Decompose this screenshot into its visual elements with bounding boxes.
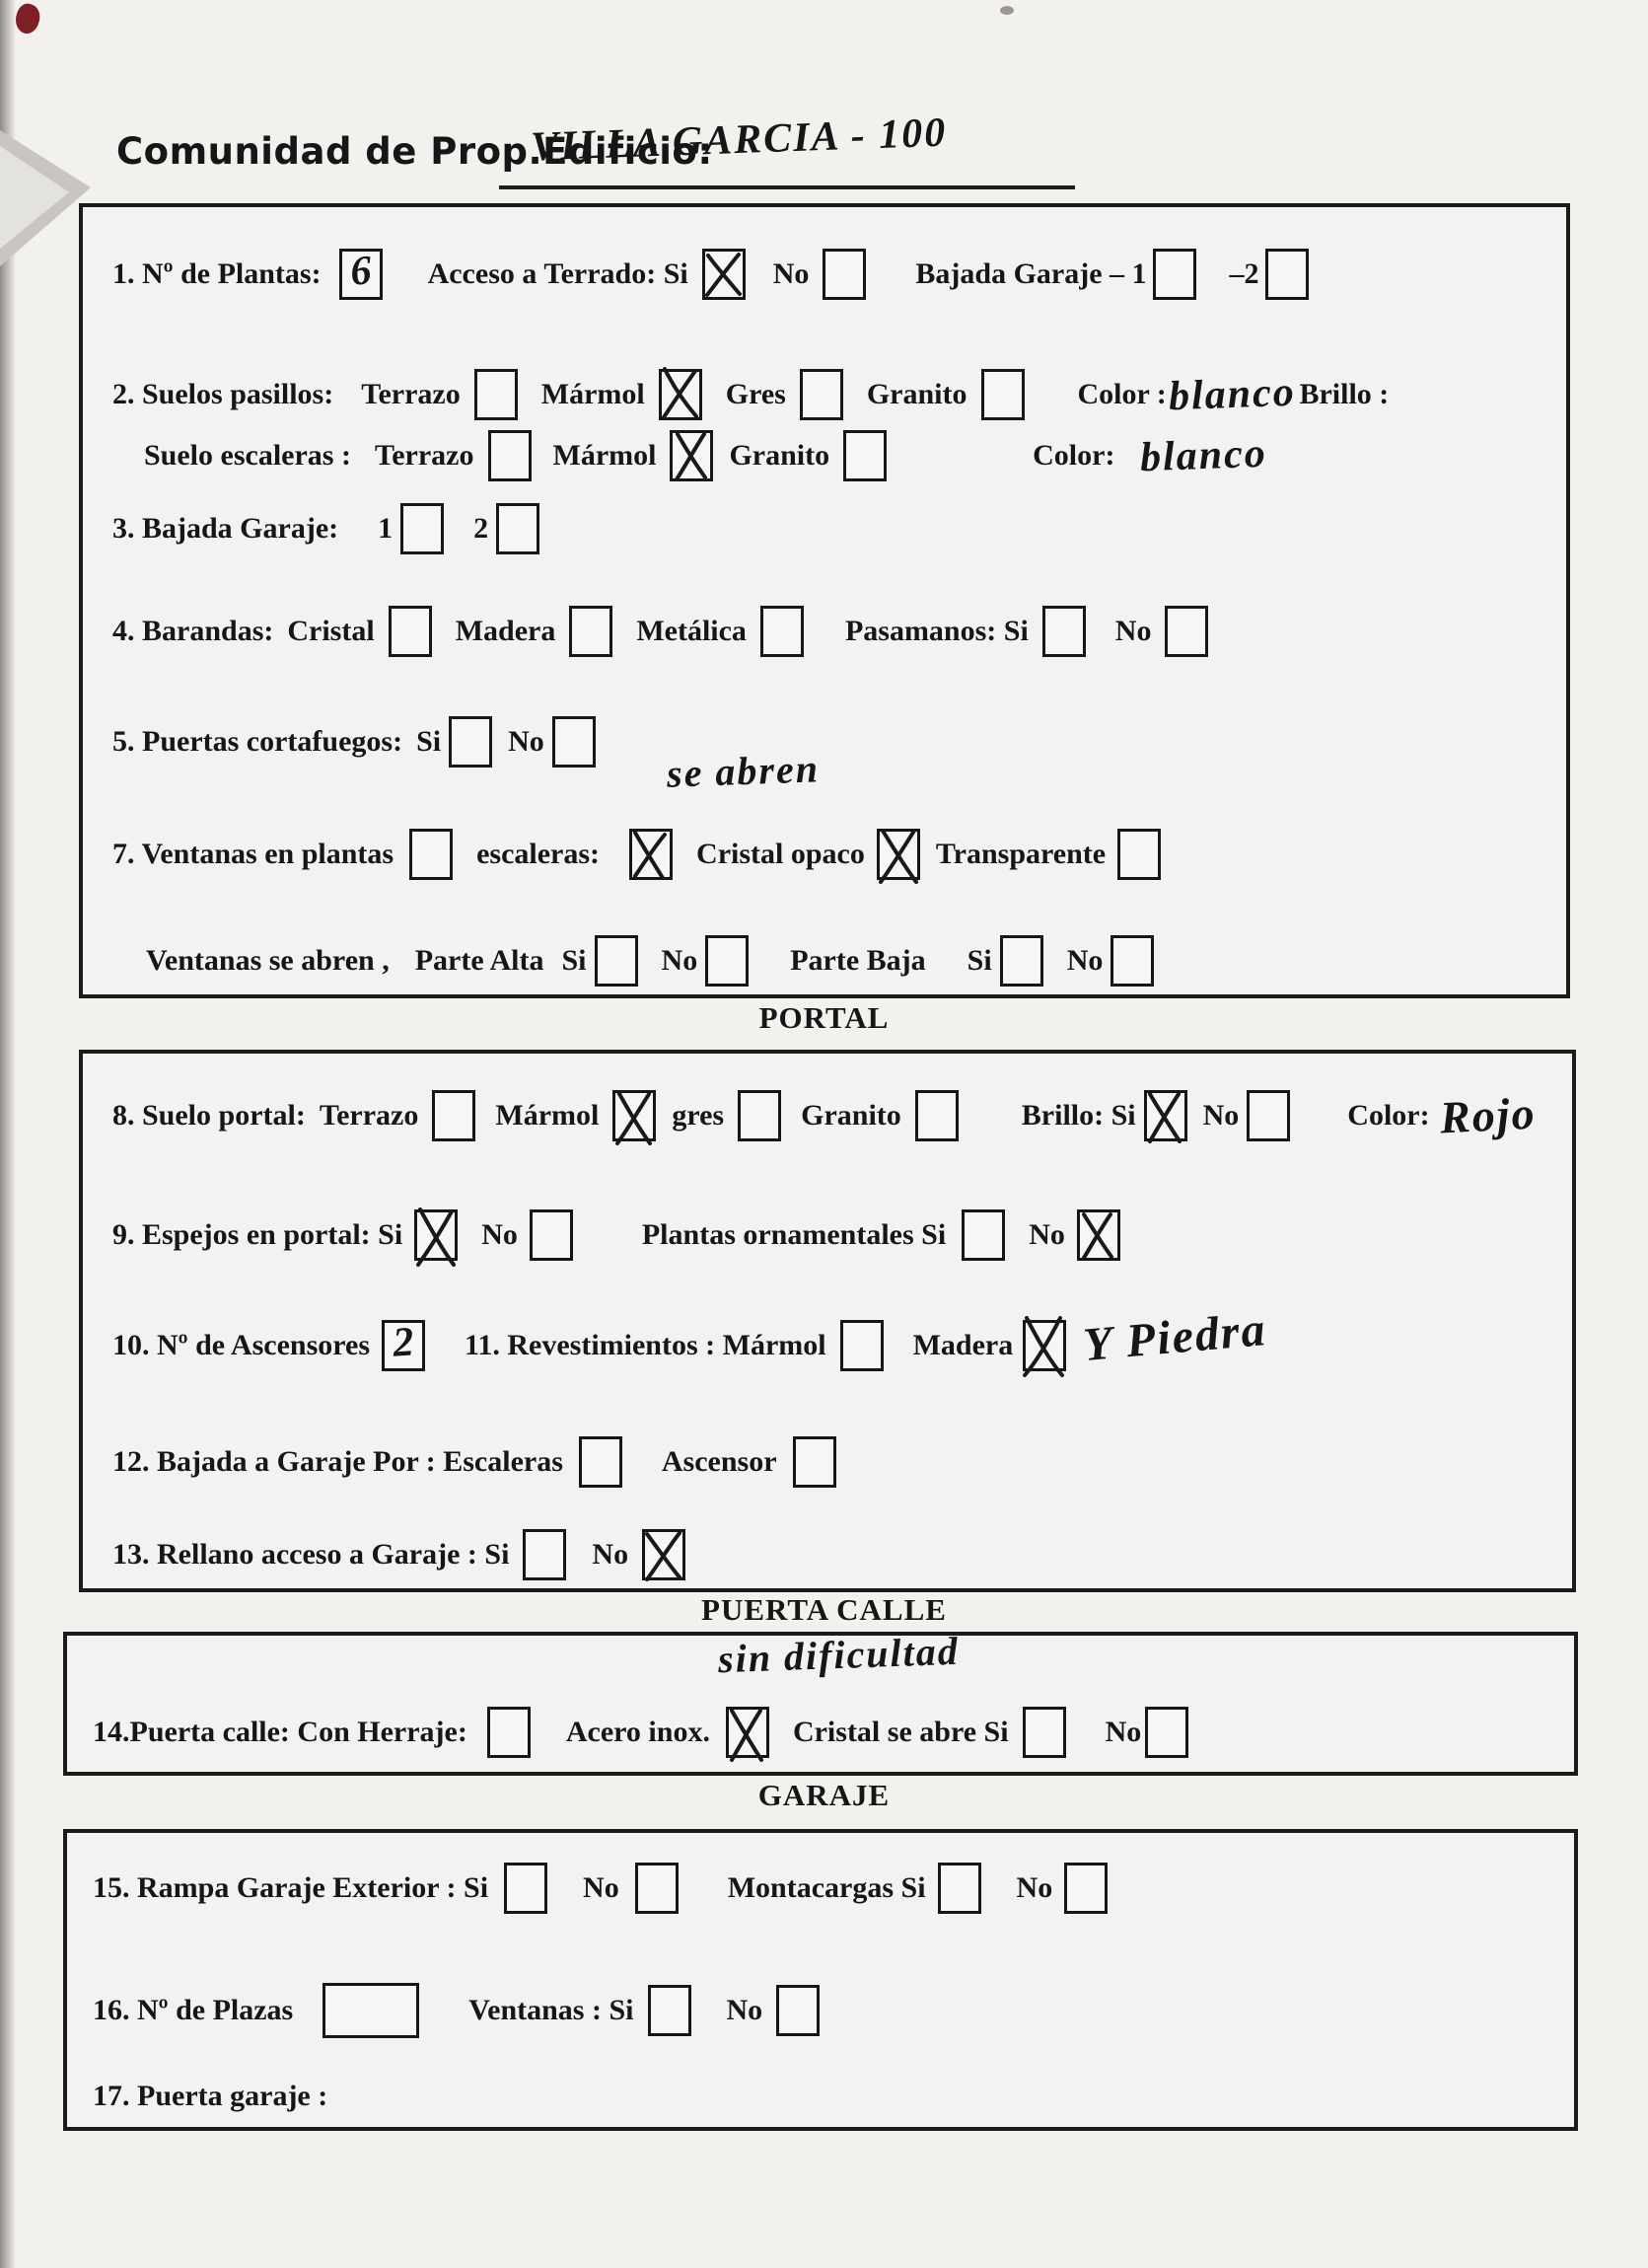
y-piedra-annotation-handwritten: Y Piedra — [1081, 1303, 1269, 1372]
pasamanos-no-label: No — [1114, 615, 1152, 647]
pasillos-marmol-label: Mármol — [540, 378, 645, 410]
pasamanos-si-label: Pasamanos: Si — [844, 615, 1029, 647]
portal-gres-label: gres — [672, 1098, 725, 1132]
checkbox-con-herraje[interactable] — [487, 1707, 531, 1758]
cristal-se-abre-si-label: Cristal se abre Si — [792, 1716, 1009, 1748]
acceso-terrado-no-label: No — [772, 257, 810, 290]
scan-speck — [1000, 6, 1014, 15]
parte-alta-label: Parte Alta — [414, 944, 544, 977]
pasillos-color-value-handwritten: blanco — [1168, 369, 1297, 420]
checkbox-bajada3-2[interactable] — [496, 503, 539, 554]
section-general — [79, 203, 1570, 998]
escaleras-terrazo-label: Terrazo — [374, 439, 474, 472]
ventanas-escaleras-label: escaleras: — [476, 838, 601, 870]
building-name-handwritten: VILLA GARCIA - 100 — [530, 110, 948, 171]
row-puerta-calle — [93, 1707, 1188, 1758]
cristal-opaco-label: Cristal opaco — [696, 838, 865, 870]
checkbox-pasillos-marmol[interactable] — [659, 369, 702, 420]
plantas-count-value: 6 — [348, 248, 373, 295]
checkbox-parte-baja-si[interactable] — [1000, 935, 1043, 987]
checkbox-bajada-garaje-1[interactable] — [1153, 249, 1196, 300]
checkbox-montacargas-si[interactable] — [938, 1863, 981, 1914]
checkbox-rellano-no[interactable] — [642, 1529, 685, 1580]
section-puerta-calle — [63, 1628, 1578, 1776]
checkbox-ventanas-plantas[interactable] — [409, 829, 453, 880]
parte-alta-si-label: Si — [561, 944, 587, 977]
plazas-label: 16. Nº de Plazas — [93, 1994, 294, 2026]
bajada-garaje3-label: 3. Bajada Garaje: — [112, 512, 339, 545]
checkbox-acceso-terrado-no[interactable] — [823, 249, 866, 300]
checkbox-portal-marmol[interactable] — [612, 1090, 656, 1141]
ascensores-count-box[interactable] — [382, 1320, 425, 1371]
row-ventanas-plantas — [112, 829, 1161, 880]
checkbox-espejos-no[interactable] — [530, 1209, 573, 1261]
barandas-cristal-label: Cristal — [287, 615, 375, 647]
rellano-label: 13. Rellano acceso a Garaje : Si — [112, 1538, 510, 1571]
checkbox-bajada-ascensor[interactable] — [793, 1436, 836, 1488]
checkbox-parte-baja-no[interactable] — [1111, 935, 1154, 987]
ascensores-count-value: 2 — [391, 1318, 416, 1366]
suelos-pasillos-label: 2. Suelos pasillos: — [112, 378, 334, 410]
row-cortafuegos — [112, 716, 596, 768]
checkbox-cortafuegos-no[interactable] — [552, 716, 596, 768]
rampa-label: 15. Rampa Garaje Exterior : Si — [93, 1871, 489, 1904]
pasillos-gres-label: Gres — [725, 378, 786, 410]
montacargas-no-label: No — [1016, 1871, 1053, 1904]
checkbox-transparente[interactable] — [1117, 829, 1161, 880]
row-rampa — [93, 1863, 1108, 1914]
form-title: Comunidad de Prop.Edificio: — [116, 130, 713, 173]
checkbox-garaje-ventanas-no[interactable] — [776, 1985, 820, 2036]
portal-color-value-handwritten: Rojo — [1438, 1087, 1538, 1143]
row-puerta-garaje — [93, 2080, 327, 2113]
section-portal — [79, 1050, 1576, 1592]
montacargas-si-label: Montacargas Si — [727, 1871, 926, 1904]
bajada-ascensor-label: Ascensor — [661, 1445, 777, 1478]
row-espejos — [112, 1209, 1120, 1261]
row-ascensores-revestimientos — [112, 1303, 1269, 1372]
row-rellano — [112, 1529, 685, 1580]
bajada3-1-label: 1 — [378, 512, 394, 545]
garaje-section-header: GARAJE — [757, 1778, 891, 1812]
bajada-garaje-por-label: 12. Bajada a Garaje Por : Escaleras — [112, 1445, 563, 1478]
checkbox-barandas-madera[interactable] — [569, 606, 612, 657]
ornamentales-no-label: No — [1029, 1218, 1065, 1251]
bajada3-2-label: 2 — [473, 512, 489, 545]
checkbox-portal-brillo-no[interactable] — [1247, 1090, 1290, 1141]
rellano-no-label: No — [592, 1538, 629, 1571]
row-bajada-garaje-por — [112, 1436, 836, 1488]
checkbox-revestimientos-marmol[interactable] — [840, 1320, 884, 1371]
checkbox-garaje-ventanas-si[interactable] — [648, 1985, 691, 2036]
portal-terrazo-label: Terrazo — [319, 1098, 419, 1132]
espejos-no-label: No — [481, 1218, 518, 1251]
checkbox-pasillos-granito[interactable] — [981, 369, 1025, 420]
portal-color-label: Color: — [1347, 1098, 1430, 1132]
bajada-garaje-2-label: –2 — [1229, 257, 1259, 290]
red-ink-mark — [12, 1, 43, 37]
row-ventanas-se-abren — [146, 935, 1154, 987]
checkbox-bajada-garaje-2[interactable] — [1265, 249, 1309, 300]
sin-dificultad-annotation-handwritten: sin dificultad — [717, 1628, 961, 1682]
row-bajada-garaje — [112, 503, 539, 554]
row-plazas — [93, 1983, 820, 2038]
suelo-escaleras-label: Suelo escaleras : — [144, 439, 351, 472]
se-abren-annotation-handwritten: se abren — [666, 746, 821, 796]
plantas-ornamentales-label: Plantas ornamentales Si — [641, 1218, 947, 1251]
checkbox-ornamentales-no[interactable] — [1077, 1209, 1120, 1261]
checkbox-acero-inox[interactable] — [726, 1707, 769, 1758]
pasillos-terrazo-label: Terrazo — [361, 378, 461, 410]
checkbox-portal-gres[interactable] — [738, 1090, 781, 1141]
checkbox-montacargas-no[interactable] — [1064, 1863, 1108, 1914]
cortafuegos-no-label: No — [508, 725, 544, 758]
checkbox-rellano-si[interactable] — [523, 1529, 566, 1580]
checkbox-portal-granito[interactable] — [915, 1090, 959, 1141]
espejos-label: 9. Espejos en portal: Si — [112, 1218, 403, 1251]
checkbox-escaleras-marmol[interactable] — [670, 430, 713, 481]
puerta-calle-section-header: PUERTA CALLE — [701, 1592, 947, 1627]
checkbox-espejos-si[interactable] — [414, 1209, 458, 1261]
checkbox-cristal-opaco[interactable] — [877, 829, 920, 880]
garaje-ventanas-si-label: Ventanas : Si — [468, 1994, 634, 2026]
checkbox-parte-alta-no[interactable] — [705, 935, 749, 987]
parte-baja-si-label: Si — [967, 944, 992, 977]
plazas-count-box[interactable] — [322, 1983, 419, 2038]
barandas-madera-label: Madera — [455, 615, 556, 647]
transparente-label: Transparente — [935, 838, 1107, 870]
escaleras-marmol-label: Mármol — [552, 439, 657, 472]
checkbox-cortafuegos-si[interactable] — [449, 716, 492, 768]
checkbox-cristal-se-abre-si[interactable] — [1023, 1707, 1066, 1758]
rampa-no-label: No — [583, 1871, 619, 1904]
row-suelos-pasillos — [112, 369, 1389, 420]
bajada-garaje-label: Bajada Garaje – 1 — [915, 257, 1147, 290]
checkbox-pasillos-terrazo[interactable] — [474, 369, 518, 420]
parte-baja-label: Parte Baja — [790, 944, 926, 977]
checkbox-rampa-si[interactable] — [504, 1863, 547, 1914]
barandas-metalica-label: Metálica — [636, 615, 747, 647]
checkbox-bajada-escaleras[interactable] — [579, 1436, 622, 1488]
plantas-count-box[interactable] — [339, 249, 383, 300]
portal-brillo-no-label: No — [1202, 1098, 1240, 1132]
scan-edge-shadow — [0, 0, 16, 2268]
escaleras-granito-label: Granito — [729, 439, 830, 472]
puerta-calle-label: 14.Puerta calle: Con Herraje: — [93, 1716, 467, 1748]
section-garaje — [63, 1829, 1578, 2131]
escaleras-color-label: Color: — [1033, 439, 1115, 472]
revestimientos-marmol-label: 11. Revestimientos : Mármol — [465, 1328, 826, 1361]
portal-section-header: PORTAL — [758, 1000, 890, 1035]
pasillos-granito-label: Granito — [866, 378, 967, 410]
barandas-label: 4. Barandas: — [112, 615, 274, 647]
checkbox-pasillos-gres[interactable] — [800, 369, 843, 420]
checkbox-barandas-cristal[interactable] — [389, 606, 432, 657]
cortafuegos-label: 5. Puertas cortafuegos: — [112, 725, 403, 758]
checkbox-pasamanos-no[interactable] — [1165, 606, 1208, 657]
portal-marmol-label: Mármol — [495, 1098, 600, 1132]
acero-inox-label: Acero inox. — [565, 1716, 710, 1748]
portal-granito-label: Granito — [801, 1098, 901, 1132]
checkbox-ornamentales-si[interactable] — [962, 1209, 1005, 1261]
pasillos-brillo-label: Brillo : — [1299, 378, 1390, 410]
checkbox-portal-terrazo[interactable] — [432, 1090, 475, 1141]
ventanas-plantas-label: 7. Ventanas en plantas — [112, 838, 394, 870]
checkbox-parte-alta-si[interactable] — [595, 935, 638, 987]
puerta-calle-no-label: No — [1105, 1716, 1142, 1748]
row-barandas — [112, 606, 1208, 657]
garaje-ventanas-no-label: No — [726, 1994, 763, 2026]
title-underline — [499, 185, 1075, 189]
suelo-portal-label: 8. Suelo portal: — [112, 1098, 306, 1132]
acceso-terrado-label: Acceso a Terrado: Si — [427, 257, 688, 290]
checkbox-escaleras-granito[interactable] — [843, 430, 887, 481]
checkbox-pasamanos-si[interactable] — [1042, 606, 1086, 657]
checkbox-acceso-terrado-si[interactable] — [702, 249, 746, 300]
pasillos-color-label: Color : — [1077, 378, 1167, 410]
checkbox-barandas-metalica[interactable] — [760, 606, 804, 657]
checkbox-portal-brillo-si[interactable] — [1144, 1090, 1187, 1141]
revestimientos-madera-label: Madera — [912, 1328, 1014, 1361]
parte-alta-no-label: No — [661, 944, 698, 977]
row-suelo-escaleras — [144, 430, 1267, 481]
parte-baja-no-label: No — [1066, 944, 1104, 977]
puerta-garaje-label: 17. Puerta garaje : — [93, 2080, 328, 2112]
portal-brillo-si-label: Brillo: Si — [1021, 1098, 1136, 1132]
row-plantas — [112, 249, 1309, 300]
plantas-label: 1. Nº de Plantas: — [112, 257, 322, 290]
ascensores-label: 10. Nº de Ascensores — [112, 1328, 371, 1361]
checkbox-puerta-calle-no[interactable] — [1145, 1707, 1188, 1758]
escaleras-color-value-handwritten: blanco — [1139, 430, 1268, 481]
checkbox-rampa-no[interactable] — [635, 1863, 679, 1914]
ventanas-se-abren-label: Ventanas se abren , — [146, 944, 390, 977]
checkbox-escaleras-terrazo[interactable] — [488, 430, 532, 481]
checkbox-revestimientos-madera[interactable] — [1023, 1320, 1066, 1371]
checkbox-ventanas-escaleras[interactable] — [629, 829, 673, 880]
checkbox-bajada3-1[interactable] — [400, 503, 444, 554]
row-suelo-portal — [112, 1089, 1536, 1141]
cortafuegos-si-label: Si — [416, 725, 442, 758]
